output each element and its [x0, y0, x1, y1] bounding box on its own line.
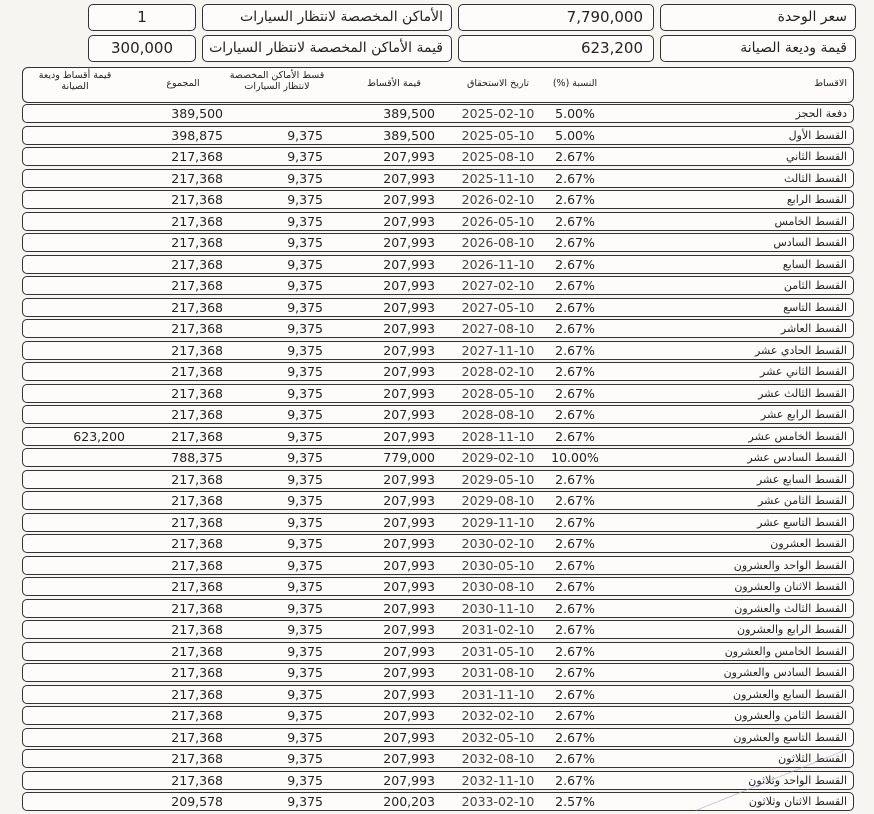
row-total: 217,368 — [171, 407, 223, 422]
row-due-date: 2025-08-10 — [461, 149, 535, 164]
row-installment-value: 207,993 — [383, 192, 435, 207]
header-percentage: النسبة (%) — [552, 78, 598, 89]
row-maintenance-installment — [43, 148, 125, 165]
row-installment-value: 207,993 — [383, 665, 435, 680]
maintenance-deposit-label: قيمة وديعة الصيانة — [660, 35, 856, 62]
row-percentage: 2.67% — [555, 278, 595, 293]
row-percentage: 2.67% — [555, 493, 595, 508]
row-total: 217,368 — [171, 342, 223, 358]
row-total: 217,368 — [171, 557, 223, 573]
row-parking-installment: 9,375 — [287, 751, 323, 766]
table-row — [22, 448, 854, 467]
row-due-date: 2032-05-10 — [461, 729, 535, 745]
row-due-date: 2031-02-10 — [461, 622, 535, 637]
row-parking-installment: 9,375 — [287, 665, 323, 680]
table-row — [22, 169, 854, 188]
maintenance-deposit-value: 623,200 — [458, 35, 654, 62]
row-maintenance-installment — [43, 686, 125, 703]
row-percentage: 2.67% — [555, 364, 595, 379]
row-total: 217,368 — [171, 364, 223, 379]
row-maintenance-installment — [43, 621, 125, 638]
row-percentage: 2.67% — [555, 772, 595, 788]
row-percentage: 2.67% — [555, 256, 595, 272]
row-maintenance-installment — [43, 514, 125, 531]
row-due-date: 2029-08-10 — [461, 493, 535, 508]
row-maintenance-installment — [43, 363, 125, 380]
table-row — [22, 341, 854, 360]
parking-label: الأماكن المخصصة لانتظار السيارات — [202, 4, 452, 31]
row-parking-installment: 9,375 — [287, 536, 323, 551]
row-installment-name: القسط السابع عشر — [756, 472, 847, 486]
row-percentage: 2.67% — [555, 407, 595, 422]
row-total: 389,500 — [171, 106, 223, 121]
row-parking-installment: 9,375 — [287, 557, 323, 573]
row-percentage: 2.67% — [555, 665, 595, 680]
table-row — [22, 319, 854, 338]
row-installment-value: 207,993 — [383, 579, 435, 594]
row-parking-installment: 9,375 — [287, 471, 323, 487]
row-installment-name: القسط الثالث — [784, 171, 847, 185]
unit-price-label: سعر الوحدة — [660, 4, 856, 31]
row-parking-installment: 9,375 — [287, 235, 323, 250]
header-maintenance-installments: قيمة أقساط وديعة الصيانة — [38, 70, 112, 92]
row-maintenance-installment — [43, 793, 125, 810]
table-row — [22, 620, 854, 639]
row-installment-name: القسط التاسع — [783, 300, 847, 314]
table-row — [22, 212, 854, 231]
row-due-date: 2026-08-10 — [461, 235, 535, 250]
row-installment-name: القسط السادس والعشرون — [723, 666, 847, 679]
row-due-date: 2030-02-10 — [461, 536, 535, 551]
row-maintenance-installment — [43, 256, 125, 273]
row-installment-value: 207,993 — [383, 471, 435, 487]
row-parking-installment: 9,375 — [287, 278, 323, 293]
table-row — [22, 126, 854, 145]
row-installment-name: القسط الثاني عشر — [760, 365, 847, 378]
row-installment-name: القسط الرابع عشر — [760, 408, 847, 421]
table-row — [22, 362, 854, 381]
row-maintenance-installment — [43, 707, 125, 724]
row-total: 217,368 — [171, 192, 223, 207]
row-due-date: 2025-05-10 — [461, 127, 535, 143]
row-parking-installment: 9,375 — [287, 321, 323, 336]
row-installment-name: القسط الخامس والعشرون — [724, 644, 847, 658]
table-row — [22, 599, 854, 618]
row-maintenance-installment — [43, 643, 125, 660]
row-maintenance-installment — [43, 492, 125, 509]
row-installment-name: القسط الأول — [788, 128, 847, 142]
table-row — [22, 556, 854, 575]
row-maintenance-installment — [43, 342, 125, 359]
row-installment-name: القسط الخامس عشر — [748, 429, 847, 443]
row-due-date: 2028-05-10 — [461, 385, 535, 401]
parking-value: 1 — [88, 4, 196, 31]
row-percentage: 2.67% — [555, 536, 595, 551]
row-percentage: 2.67% — [555, 579, 595, 594]
row-installment-value: 207,993 — [383, 342, 435, 358]
row-parking-installment — [243, 105, 323, 122]
row-installment-value: 779,000 — [383, 450, 435, 465]
row-installment-name: القسط الثامن والعشرون — [734, 709, 847, 722]
row-installment-name: القسط الرابع والعشرون — [737, 623, 847, 636]
table-row — [22, 792, 854, 811]
row-due-date: 2033-02-10 — [461, 794, 535, 809]
row-parking-installment: 9,375 — [287, 450, 323, 465]
row-due-date: 2032-08-10 — [461, 751, 535, 766]
row-parking-installment: 9,375 — [287, 514, 323, 530]
row-maintenance-installment — [43, 213, 125, 230]
row-installment-name: القسط الثالث عشر — [758, 386, 847, 400]
row-installment-name: القسط الثامن عشر — [757, 494, 847, 507]
row-total: 217,368 — [171, 235, 223, 250]
row-percentage: 2.67% — [555, 428, 595, 444]
row-percentage: 2.67% — [555, 342, 595, 358]
row-due-date: 2028-08-10 — [461, 407, 535, 422]
parking-price-label: قيمة الأماكن المخصصة لانتظار السيارات — [202, 35, 452, 62]
row-total: 217,368 — [171, 772, 223, 788]
row-percentage: 2.67% — [555, 213, 595, 229]
row-parking-installment: 9,375 — [287, 213, 323, 229]
row-maintenance-installment — [43, 234, 125, 251]
row-due-date: 2027-08-10 — [461, 321, 535, 336]
row-installment-name: القسط السابع — [782, 257, 847, 271]
row-installment-name: القسط السادس — [773, 236, 847, 249]
row-percentage: 2.67% — [555, 708, 595, 723]
row-maintenance-installment — [43, 557, 125, 574]
parking-price-value: 300,000 — [88, 35, 196, 62]
row-maintenance-installment — [43, 729, 125, 746]
row-installment-value: 207,993 — [383, 622, 435, 637]
table-row — [22, 513, 854, 532]
row-installment-value: 207,993 — [383, 170, 435, 186]
row-maintenance-installment — [43, 170, 125, 187]
row-installment-name: القسط الثامن — [783, 279, 847, 292]
table-row — [22, 470, 854, 489]
row-total: 217,368 — [171, 514, 223, 530]
row-parking-installment: 9,375 — [287, 772, 323, 788]
row-parking-installment: 9,375 — [287, 708, 323, 723]
row-due-date: 2031-05-10 — [461, 643, 535, 659]
row-installment-name: القسط السابع والعشرون — [732, 687, 847, 701]
row-installment-value: 207,993 — [383, 299, 435, 315]
row-installment-value: 207,993 — [383, 493, 435, 508]
row-installment-name: القسط التاسع عشر — [757, 515, 847, 529]
row-due-date: 2029-05-10 — [461, 471, 535, 487]
table-row — [22, 577, 854, 596]
header-total: المجموع — [166, 78, 200, 89]
row-due-date: 2026-05-10 — [461, 213, 535, 229]
row-percentage: 2.67% — [555, 385, 595, 401]
row-parking-installment: 9,375 — [287, 170, 323, 186]
row-parking-installment: 9,375 — [287, 794, 323, 809]
row-maintenance-installment — [43, 772, 125, 789]
row-maintenance-installment — [43, 299, 125, 316]
row-parking-installment: 9,375 — [287, 643, 323, 659]
row-maintenance-installment — [43, 471, 125, 488]
row-maintenance-installment — [43, 750, 125, 767]
row-maintenance-installment — [43, 191, 125, 208]
row-due-date: 2030-11-10 — [461, 600, 535, 616]
row-installment-value: 200,203 — [383, 794, 435, 809]
row-installment-name: القسط الثلاثون — [778, 752, 847, 765]
row-parking-installment: 9,375 — [287, 622, 323, 637]
row-due-date: 2026-11-10 — [461, 256, 535, 272]
row-installment-name: القسط الثاني — [785, 150, 847, 163]
row-total: 209,578 — [171, 794, 223, 809]
row-due-date: 2029-11-10 — [461, 514, 535, 530]
row-due-date: 2028-02-10 — [461, 364, 535, 379]
row-installment-name: دفعة الحجز — [795, 107, 847, 120]
row-installment-value: 207,993 — [383, 729, 435, 745]
row-total: 217,368 — [171, 213, 223, 229]
row-installment-value: 207,993 — [383, 428, 435, 444]
row-installment-name: القسط الخامس — [774, 214, 847, 228]
row-parking-installment: 9,375 — [287, 600, 323, 616]
row-due-date: 2030-05-10 — [461, 557, 535, 573]
row-total: 217,368 — [171, 708, 223, 723]
header-installments: الاقساط — [814, 78, 847, 89]
row-maintenance-installment — [43, 535, 125, 552]
row-installment-value: 389,500 — [383, 106, 435, 121]
row-total: 217,368 — [171, 321, 223, 336]
row-installment-value: 207,993 — [383, 557, 435, 573]
row-installment-name: القسط الثالث والعشرون — [734, 601, 847, 615]
row-installment-value: 207,993 — [383, 643, 435, 659]
row-installment-value: 207,993 — [383, 364, 435, 379]
row-installment-value: 207,993 — [383, 256, 435, 272]
row-due-date: 2031-08-10 — [461, 665, 535, 680]
row-percentage: 2.67% — [555, 471, 595, 487]
row-maintenance-installment — [43, 105, 125, 122]
row-percentage: 2.67% — [555, 622, 595, 637]
row-due-date: 2030-08-10 — [461, 579, 535, 594]
row-parking-installment: 9,375 — [287, 256, 323, 272]
row-installment-value: 207,993 — [383, 536, 435, 551]
row-total: 217,368 — [171, 299, 223, 315]
row-total: 217,368 — [171, 643, 223, 659]
table-row — [22, 298, 854, 317]
row-total: 217,368 — [171, 686, 223, 702]
row-total: 217,368 — [171, 471, 223, 487]
row-installment-name: القسط الرابع — [786, 193, 847, 206]
row-parking-installment: 9,375 — [287, 364, 323, 379]
row-maintenance-installment — [43, 277, 125, 294]
row-total: 217,368 — [171, 536, 223, 551]
table-row — [22, 642, 854, 661]
row-maintenance-installment — [43, 664, 125, 681]
row-total: 217,368 — [171, 600, 223, 616]
table-row — [22, 384, 854, 403]
table-row — [22, 685, 854, 704]
row-percentage: 2.67% — [555, 751, 595, 766]
row-installment-value: 207,993 — [383, 149, 435, 164]
row-total: 217,368 — [171, 256, 223, 272]
row-maintenance-installment — [43, 449, 125, 466]
row-installment-value: 207,993 — [383, 321, 435, 336]
row-due-date: 2026-02-10 — [461, 192, 535, 207]
row-due-date: 2027-02-10 — [461, 278, 535, 293]
row-total: 217,368 — [171, 385, 223, 401]
row-installment-value: 207,993 — [383, 751, 435, 766]
row-maintenance-installment: 623,200 — [73, 428, 125, 444]
table-row — [22, 534, 854, 553]
table-row — [22, 405, 854, 424]
row-installment-value: 207,993 — [383, 514, 435, 530]
row-parking-installment: 9,375 — [287, 127, 323, 143]
row-parking-installment: 9,375 — [287, 299, 323, 315]
row-total: 217,368 — [171, 493, 223, 508]
row-installment-name: القسط الاثنان والعشرون — [734, 580, 847, 593]
row-installment-name: القسط الحادي عشر — [754, 343, 847, 357]
row-parking-installment: 9,375 — [287, 428, 323, 444]
row-percentage: 2.67% — [555, 235, 595, 250]
row-parking-installment: 9,375 — [287, 192, 323, 207]
row-parking-installment: 9,375 — [287, 149, 323, 164]
row-maintenance-installment — [43, 406, 125, 423]
table-row — [22, 749, 854, 768]
row-percentage: 5.00% — [555, 127, 595, 143]
row-percentage: 2.67% — [555, 729, 595, 745]
table-row — [22, 706, 854, 725]
row-parking-installment: 9,375 — [287, 385, 323, 401]
row-percentage: 2.67% — [555, 299, 595, 315]
row-installment-name: القسط التاسع والعشرون — [733, 730, 847, 744]
row-maintenance-installment — [43, 600, 125, 617]
unit-price-value: 7,790,000 — [458, 4, 654, 31]
table-row — [22, 233, 854, 252]
table-row — [22, 104, 854, 123]
row-percentage: 2.67% — [555, 321, 595, 336]
row-installment-value: 207,993 — [383, 213, 435, 229]
row-maintenance-installment — [43, 320, 125, 337]
row-installment-name: القسط الواحد وثلاثون — [748, 773, 847, 787]
header-parking-installment: قسط الأماكن المخصصة لانتظار السيارات — [229, 70, 325, 92]
row-installment-value: 207,993 — [383, 407, 435, 422]
table-row — [22, 147, 854, 166]
row-total: 398,875 — [171, 127, 223, 143]
row-percentage: 2.57% — [555, 794, 595, 809]
row-percentage: 2.67% — [555, 170, 595, 186]
row-installment-value: 207,993 — [383, 772, 435, 788]
row-due-date: 2032-02-10 — [461, 708, 535, 723]
header-installment-value: قيمة الأقساط — [367, 78, 421, 89]
row-parking-installment: 9,375 — [287, 407, 323, 422]
row-parking-installment: 9,375 — [287, 342, 323, 358]
row-percentage: 2.67% — [555, 192, 595, 207]
table-row — [22, 771, 854, 790]
row-installment-name: القسط الاثنان وثلاثون — [748, 795, 847, 808]
row-percentage: 10.00% — [551, 450, 599, 465]
row-total: 217,368 — [171, 579, 223, 594]
row-total: 788,375 — [171, 450, 223, 465]
row-parking-installment: 9,375 — [287, 729, 323, 745]
row-due-date: 2025-11-10 — [461, 170, 535, 186]
row-installment-name: القسط الواحد والعشرون — [733, 558, 847, 572]
table-row — [22, 491, 854, 510]
row-total: 217,368 — [171, 170, 223, 186]
row-total: 217,368 — [171, 665, 223, 680]
row-installment-name: القسط السادس عشر — [747, 451, 847, 464]
table-row — [22, 427, 854, 446]
row-installment-value: 207,993 — [383, 686, 435, 702]
row-parking-installment: 9,375 — [287, 579, 323, 594]
row-percentage: 2.67% — [555, 149, 595, 164]
row-installment-value: 389,500 — [383, 127, 435, 143]
row-percentage: 5.00% — [555, 106, 595, 121]
table-row — [22, 728, 854, 747]
row-total: 217,368 — [171, 729, 223, 745]
row-total: 217,368 — [171, 278, 223, 293]
row-installment-name: القسط العشرون — [770, 537, 847, 550]
row-parking-installment: 9,375 — [287, 686, 323, 702]
header-due-date: تاريخ الاستحقاق — [466, 78, 529, 89]
row-due-date: 2025-02-10 — [461, 106, 535, 121]
row-due-date: 2032-11-10 — [461, 772, 535, 788]
row-percentage: 2.67% — [555, 514, 595, 530]
row-installment-value: 207,993 — [383, 278, 435, 293]
row-percentage: 2.67% — [555, 686, 595, 702]
row-parking-installment: 9,375 — [287, 493, 323, 508]
row-installment-value: 207,993 — [383, 385, 435, 401]
row-total: 217,368 — [171, 751, 223, 766]
row-percentage: 2.67% — [555, 600, 595, 616]
row-installment-name: القسط العاشر — [780, 322, 847, 335]
table-header — [22, 67, 854, 103]
row-due-date: 2027-11-10 — [461, 342, 535, 358]
table-row — [22, 190, 854, 209]
row-maintenance-installment — [43, 385, 125, 402]
row-due-date: 2031-11-10 — [461, 686, 535, 702]
table-row — [22, 663, 854, 682]
row-installment-value: 207,993 — [383, 235, 435, 250]
row-installment-value: 207,993 — [383, 708, 435, 723]
row-total: 217,368 — [171, 428, 223, 444]
row-due-date: 2027-05-10 — [461, 299, 535, 315]
row-total: 217,368 — [171, 149, 223, 164]
row-maintenance-installment — [43, 127, 125, 144]
row-due-date: 2028-11-10 — [461, 428, 535, 444]
row-percentage: 2.67% — [555, 557, 595, 573]
row-installment-value: 207,993 — [383, 600, 435, 616]
row-total: 217,368 — [171, 622, 223, 637]
row-maintenance-installment — [43, 578, 125, 595]
row-due-date: 2029-02-10 — [461, 450, 535, 465]
row-percentage: 2.67% — [555, 643, 595, 659]
table-row — [22, 276, 854, 295]
table-row — [22, 255, 854, 274]
